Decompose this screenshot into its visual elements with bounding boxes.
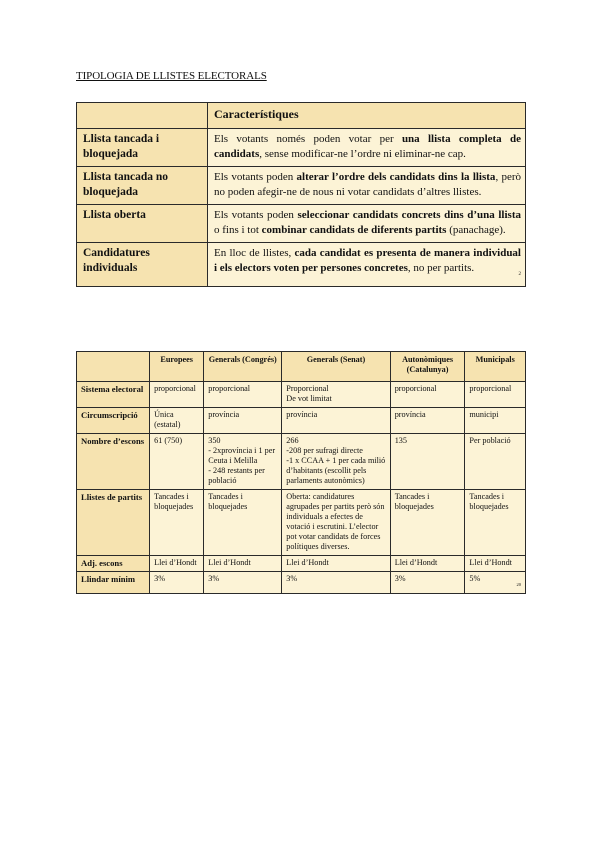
cell-text: - 248 restants per població [208, 466, 265, 485]
description-text: Els votants poden [214, 171, 297, 183]
table-header-row [77, 103, 526, 129]
column-header: Europees [150, 352, 204, 382]
column-header: Municipals [465, 352, 526, 382]
cell-text: 3% [286, 574, 298, 583]
list-type-description [208, 243, 526, 287]
table-cell [204, 408, 282, 434]
column-header: Generals (Congrés) [204, 352, 282, 382]
table-header-empty [77, 352, 150, 382]
cell-text: Oberta: candidatures agrupades per partits però són individuals a efectes de votació i escrutini. L’elector pot votar candidats de forces polítiques diverses. [286, 492, 385, 551]
cell-text: proporcional [469, 384, 512, 393]
cell-text: Proporcional [286, 384, 329, 393]
table-cell [465, 556, 526, 572]
list-type-label: Llista tancada no bloquejada [77, 167, 208, 205]
emphasis-text: alterar l’ordre dels candidats dins la llista [296, 171, 496, 183]
cell-text: Llei d’Hondt [394, 558, 438, 567]
description-text: , sense modificar-ne l’ordre ni eliminar-ne cap. [259, 148, 466, 160]
cell-text: Per població [469, 436, 511, 445]
cell-text: - 2xprovíncia i 1 per Ceuta i Melilla [208, 446, 276, 465]
table-row [77, 382, 526, 408]
table-cell [282, 434, 390, 490]
cell-text: -1 x CCAA + 1 per cada milió d’habitants (escollit pels parlaments autonòmics) [286, 456, 386, 485]
table-cell [282, 408, 390, 434]
cell-text: província [394, 410, 426, 419]
table-row [77, 572, 526, 594]
table-cell [150, 556, 204, 572]
table-cell [150, 572, 204, 594]
cell-text: Llei d’Hondt [154, 558, 197, 567]
column-header: Generals (Senat) [282, 352, 390, 382]
list-type-label: Candidatures individuals [77, 243, 208, 287]
table-cell [204, 434, 282, 490]
table-row [77, 490, 526, 556]
table-row [77, 167, 526, 205]
table-cell [465, 408, 526, 434]
cell-text: 266 [286, 436, 299, 445]
cell-text: proporcional [154, 384, 196, 393]
emphasis-text: cada candidat es presenta de manera individual i els electors voten per persones concretes [214, 247, 521, 274]
table-cell [150, 490, 204, 556]
table-cell [390, 490, 465, 556]
description-text: Els votants poden [214, 209, 298, 221]
table-cell [390, 572, 465, 594]
table-cell [204, 556, 282, 572]
table-row [77, 243, 526, 287]
table-cell [282, 572, 390, 594]
cell-text: Llei d’Hondt [286, 558, 329, 567]
table-cell [204, 382, 282, 408]
cell-text: Tancades i bloquejades [469, 492, 509, 511]
cell-text: 3% [154, 574, 166, 583]
table-row [77, 556, 526, 572]
list-type-label: Llista oberta [77, 205, 208, 243]
column-header: Autonòmiques (Catalunya) [390, 352, 465, 382]
row-header: Llistes de partits [77, 490, 150, 556]
table-cell [282, 382, 390, 408]
table-row [77, 205, 526, 243]
table-cell [465, 490, 526, 556]
row-header: Llindar mínim [77, 572, 150, 594]
table-cell [150, 408, 204, 434]
cell-text: 3% [394, 574, 406, 583]
description-text: o fins i tot [214, 224, 262, 236]
description-text: En lloc de llistes, [214, 247, 295, 259]
cell-text: 135 [394, 436, 407, 445]
emphasis-text: seleccionar candidats concrets dins d’una llista [297, 209, 521, 221]
row-header: Adj. escons [77, 556, 150, 572]
description-text: , però no poden afegir-ne de nous ni votar candidats d’altres llistes. [214, 171, 522, 198]
row-header: Nombre d’escons [77, 434, 150, 490]
list-type-label: Llista tancada i bloquejada [77, 129, 208, 167]
cell-text: 3% [208, 574, 220, 583]
table-cell [390, 382, 465, 408]
cell-text: proporcional [394, 384, 437, 393]
row-header: Sistema electoral [77, 382, 150, 408]
table-cell [282, 556, 390, 572]
electoral-systems-table [76, 351, 526, 594]
cell-text: 350 [208, 436, 221, 445]
table-cell [282, 490, 390, 556]
cell-text: Tancades i bloquejades [208, 492, 248, 511]
table-row [77, 434, 526, 490]
page-title: TIPOLOGIA DE LLISTES ELECTORALS [76, 70, 267, 82]
table-row [77, 408, 526, 434]
cell-text: municipi [469, 410, 499, 419]
row-header: Circumscripció [77, 408, 150, 434]
list-type-description [208, 167, 526, 205]
description-text: , no per partits. [407, 262, 475, 274]
cell-text: Tancades i bloquejades [394, 492, 434, 511]
description-text: (panachage). [446, 224, 506, 236]
cell-text: província [208, 410, 240, 419]
cell-text: província [286, 410, 318, 419]
list-types-table [76, 102, 526, 287]
table-cell [465, 382, 526, 408]
table-cell [204, 572, 282, 594]
table-cell [390, 434, 465, 490]
table-header-characteristics: Característiques [208, 103, 526, 129]
table-cell [465, 572, 526, 594]
table-cell [204, 490, 282, 556]
table-cell [390, 556, 465, 572]
cell-text: Única (estatal) [154, 410, 181, 429]
cell-text: 61 (750) [154, 436, 183, 445]
table-row [77, 129, 526, 167]
cell-text: -208 per sufragi directe [286, 446, 363, 455]
description-text: Els votants només poden votar per [214, 133, 402, 145]
table-cell [150, 434, 204, 490]
cell-text: Tancades i bloquejades [154, 492, 194, 511]
table-header-empty [77, 103, 208, 129]
table-header-row [77, 352, 526, 382]
cell-text: Llei d’Hondt [469, 558, 512, 567]
page-number: 20 [516, 582, 521, 587]
page-number: 2 [518, 272, 521, 277]
emphasis-text: combinar candidats de diferents partits [261, 224, 447, 236]
table-cell [465, 434, 526, 490]
cell-text: 5% [469, 574, 481, 583]
table-cell [390, 408, 465, 434]
list-type-description [208, 129, 526, 167]
cell-text: proporcional [208, 384, 251, 393]
table-cell [150, 382, 204, 408]
cell-text: Llei d’Hondt [208, 558, 251, 567]
cell-text: De vot limitat [286, 394, 332, 403]
list-type-description [208, 205, 526, 243]
emphasis-text: una llista completa de candidats [214, 133, 521, 160]
